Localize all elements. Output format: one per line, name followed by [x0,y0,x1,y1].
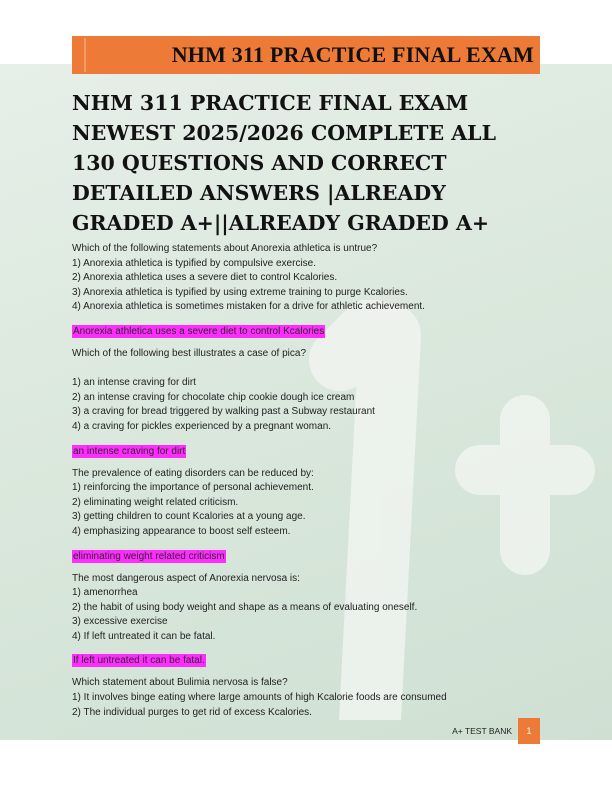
question-option: 3) excessive exercise [72,616,168,628]
header-stripe [84,38,86,72]
question-option: 4) emphasizing appearance to boost self esteem. [72,525,291,537]
question-option: 2) an intense craving for chocolate chip cookie dough ice cream [72,391,355,403]
question-text: The most dangerous aspect of Anorexia nervosa is: [72,572,300,584]
answer-highlight: Anorexia athletica uses a severe diet to control Kcalories [73,325,325,337]
header-bar [72,36,540,74]
question-option: 1) It involves binge eating where large amounts of high Kcalorie foods are consumed [72,692,447,704]
question-block [72,676,542,720]
question-list [72,242,542,720]
answer-highlight: If left untreated it can be fatal. [73,655,205,667]
question-block [72,242,542,347]
question-block [72,572,542,677]
question-text: Which of the following best illustrates a case of pica? [72,347,307,359]
question-block [72,467,542,572]
question-option: 1) reinforcing the importance of personal achievement. [72,482,314,494]
question-option: 2) The individual purges to get rid of excess Kcalories. [72,706,312,718]
question-option: 4) Anorexia athletica is sometimes mistaken for a drive for athletic achievement. [72,301,425,313]
question-option: 2) Anorexia athletica uses a severe diet to control Kcalories. [72,272,338,284]
question-text: Which statement about Bulimia nervosa is false? [72,677,288,689]
document-title: NHM 311 PRACTICE FINAL EXAM NEWEST 2025/2026 COMPLETE ALL 130 QUESTIONS AND CORRECT DETAILED ANSWERS |ALREADY GRADED A+||ALREADY GRADED A+ [72,91,497,235]
question-option: 1) an intense craving for dirt [72,377,196,389]
footer-label: A+ TEST BANK [452,726,512,736]
question-option: 4) If left untreated it can be fatal. [72,630,216,642]
question-option: 3) a craving for bread triggered by walking past a Subway restaurant [72,406,375,418]
question-option: 4) a craving for pickles experienced by a pregnant woman. [72,420,332,432]
question-block [72,347,542,467]
answer-highlight: eliminating weight related criticism [73,550,225,562]
question-option: 3) getting children to count Kcalories at a young age. [72,511,306,523]
question-option: 3) Anorexia athletica is typified by using extreme training to purge Kcalories. [72,286,408,298]
question-text: The prevalence of eating disorders can be reduced by: [72,467,314,479]
question-text: Which of the following statements about Anorexia athletica is untrue? [72,243,378,254]
question-option: 2) eliminating weight related criticism. [72,496,239,508]
answer-highlight: an intense craving for dirt [73,445,186,457]
header-title: NHM 311 PRACTICE FINAL EXAM [171,42,534,67]
question-option: 1) amenorrhea [72,587,138,599]
blank-line [72,362,542,377]
page-number: 1 [518,718,540,744]
question-option: 1) Anorexia athletica is typified by compulsive exercise. [72,257,317,269]
question-option: 2) the habit of using body weight and shape as a means of evaluating oneself. [72,601,418,613]
page-footer [0,718,612,744]
